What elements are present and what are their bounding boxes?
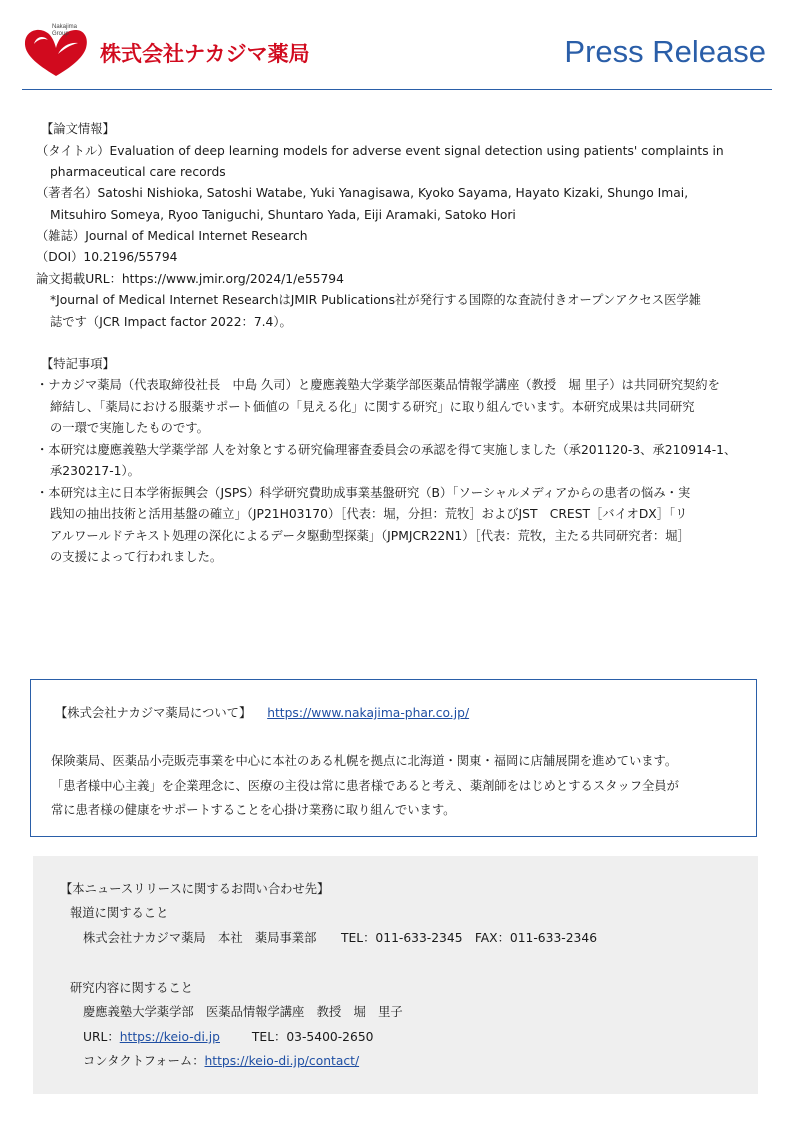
contact-url-row — [83, 1028, 373, 1046]
press-release-title: Press Release — [564, 34, 766, 69]
keio-di-link[interactable]: https://keio-di.jp — [119, 1030, 220, 1044]
bullet3-line3: アルワールドテキスト処理の深化によるデータ駆動型探薬」（JPMJCR22N1）［代表：荒牧，主たる共同研究者：堀］ — [50, 529, 690, 543]
company-logo-name: 株式会社ナカジマ薬局 — [100, 42, 310, 66]
about-line1: 保険薬局、医薬品小売販売事業を中心に本社のある札幌を拠点に北海道・関東・福岡に店舗展開を進めています。 — [51, 754, 678, 768]
bullet1-line1: ・ナカジマ薬局（代表取締役社長 中島 久司）と慶應義塾大学薬学部医薬品情報学講座（教授 堀 里子）は共同研究契約を — [36, 378, 720, 392]
contact-press-line: 株式会社ナカジマ薬局 本社 薬局事業部 TEL：011-633-2345 FAX：011-633-2346 — [83, 931, 598, 945]
contact-heading: 【本ニュースリリースに関するお問い合わせ先】 — [60, 882, 330, 896]
logo-group-text — [52, 24, 92, 38]
special-notes-heading: 【特記事項】 — [41, 357, 115, 371]
paper-authors-line2: Mitsuhiro Someya, Ryoo Taniguchi, Shuntaro Yada, Eiji Aramaki, Satoko Hori — [50, 208, 516, 222]
contact-form-row — [83, 1052, 359, 1070]
paper-note-line2: 誌です（JCR Impact factor 2022：7.4）。 — [50, 315, 292, 329]
about-company-box — [30, 679, 757, 837]
paper-info-heading: 【論文情報】 — [41, 122, 115, 136]
contact-url-label: URL： — [83, 1030, 120, 1044]
about-heading-text: 【株式会社ナカジマ薬局について】 — [55, 706, 252, 720]
paper-note-line1: *Journal of Medical Internet ResearchはJMIR Publications社が発行する国際的な査読付きオープンアクセス医学雑 — [50, 293, 701, 307]
paper-url: 論文掲載URL：https://www.jmir.org/2024/1/e55794 — [36, 272, 344, 286]
bullet2-line2: 承230217-1）。 — [50, 464, 140, 478]
contact-box — [33, 856, 758, 1094]
paper-doi: （DOI）10.2196/55794 — [36, 250, 178, 264]
contact-form-link[interactable]: https://keio-di.jp/contact/ — [204, 1054, 360, 1068]
about-line3: 常に患者様の健康をサポートすることを心掛け業務に取り組んでいます。 — [51, 803, 456, 817]
bullet3-line2: 践知の抽出技術と活用基盤の確立」（JP21H03170）［代表：堀，分担：荒牧］およびJST CREST［バイオDX］「リ — [50, 507, 688, 521]
contact-research-label: 研究内容に関すること — [70, 981, 193, 995]
bullet3-line1: ・本研究は主に日本学術振興会（JSPS）科学研究費助成事業基盤研究（B）「ソーシャルメディアからの患者の悩み・実 — [36, 486, 691, 500]
contact-form-label: コンタクトフォーム： — [83, 1054, 205, 1068]
page-header — [0, 0, 794, 92]
bullet1-line2: 締結し、「薬局における服薬サポート価値の「見える化」に関する研究」に取り組んでいます。本研究成果は共同研究 — [50, 400, 695, 414]
contact-press-label: 報道に関すること — [70, 906, 169, 920]
paper-authors-line1: （著者名）Satoshi Nishioka, Satoshi Watabe, Yuki Yanagisawa, Kyoko Sayama, Hayato Kizaki, Shungo Imai, — [36, 186, 689, 200]
header-divider — [22, 89, 772, 90]
bullet3-line4: の支援によって行われました。 — [50, 550, 223, 564]
about-heading — [55, 704, 469, 722]
contact-tel: TEL：03-5400-2650 — [251, 1030, 374, 1044]
paper-title-line2: pharmaceutical care records — [50, 165, 226, 179]
logo-group-line1: Nakajima — [52, 24, 78, 30]
paper-journal: （雑誌）Journal of Medical Internet Research — [36, 229, 308, 243]
bullet2-line1: ・本研究は慶應義塾大学薬学部 人を対象とする研究倫理審査委員会の承認を得て実施しました（承201120-3、承210914-1、 — [36, 443, 737, 457]
company-website-link[interactable]: https://www.nakajima-phar.co.jp/ — [267, 706, 470, 720]
bullet1-line3: の一環で実施したものです。 — [50, 421, 209, 435]
paper-title-line1: （タイトル）Evaluation of deep learning models for adverse event signal detection using patients' complaints in — [36, 144, 724, 158]
logo-group-line2: Group — [52, 31, 69, 37]
contact-research-line: 慶應義塾大学薬学部 医薬品情報学講座 教授 堀 里子 — [83, 1005, 403, 1019]
about-line2: 「患者様中心主義」を企業理念に、医療の主役は常に患者様であると考え、薬剤師をはじめとするスタッフ全員が — [51, 779, 679, 793]
